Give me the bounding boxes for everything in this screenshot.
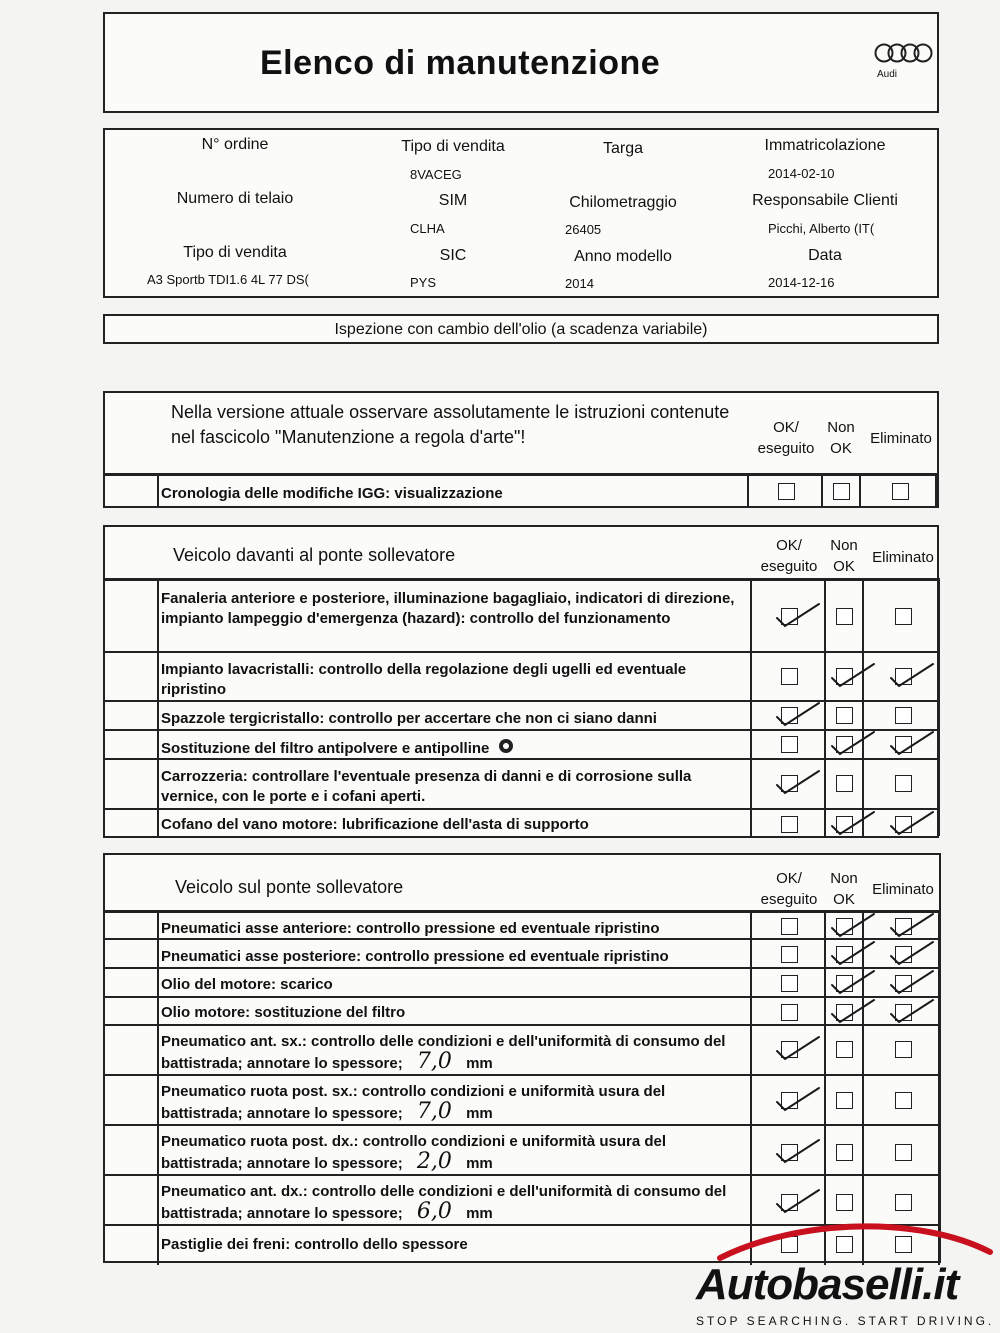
section3-row-2-not-ok-checkbox[interactable] bbox=[836, 946, 853, 963]
section1-row-1-text: Cronologia delle modifiche IGG: visualizzazione bbox=[161, 485, 503, 502]
model-year-label: Anno modello bbox=[574, 248, 672, 265]
section3-row-3-ok-checkbox[interactable] bbox=[781, 975, 798, 992]
section3-row-4-ok-checkbox[interactable] bbox=[781, 1004, 798, 1021]
chassis-number-label: Numero di telaio bbox=[176, 190, 294, 207]
section2-row-2-not-ok-checkbox[interactable] bbox=[836, 668, 853, 685]
tread-depth-unit: mm bbox=[466, 1055, 493, 1072]
section2-row-6-eliminated-checkbox[interactable] bbox=[895, 816, 912, 833]
inspection-type-box bbox=[103, 314, 939, 344]
section2-row-1-eliminated-checkbox[interactable] bbox=[895, 608, 912, 625]
sale-type-2-value: A3 Sportb TDI1.6 4L 77 DS( bbox=[147, 272, 309, 287]
registration-value: 2014-02-10 bbox=[768, 166, 835, 181]
col-ok-header: OK/ eseguito bbox=[760, 870, 818, 908]
section3-row-1-not-ok-checkbox[interactable] bbox=[836, 918, 853, 935]
section3-row-5-text bbox=[161, 1032, 746, 1074]
tread-depth-unit: mm bbox=[466, 1105, 493, 1122]
inspection-type-text: Ispezione con cambio dell'olio (a scadenza variabile) bbox=[334, 321, 708, 338]
col-not-ok-header: Non OK bbox=[830, 870, 858, 908]
page-title: Elenco di manutenzione bbox=[260, 44, 661, 82]
section2-row-2-ok-checkbox[interactable] bbox=[781, 668, 798, 685]
section3-row-7-eliminated-checkbox[interactable] bbox=[895, 1144, 912, 1161]
col-ok-header: OK/ eseguito bbox=[757, 419, 815, 457]
section2-row-5-text: Carrozzeria: controllare l'eventuale presenza di danni e di corrosione sulla vernice, con le porte e i cofani aperti. bbox=[161, 768, 692, 805]
section3-row-5-ok-checkbox[interactable] bbox=[781, 1041, 798, 1058]
section3-row-7-not-ok-checkbox[interactable] bbox=[836, 1144, 853, 1161]
section2-row-4-not-ok-checkbox[interactable] bbox=[836, 736, 853, 753]
plate-label: Targa bbox=[602, 140, 644, 157]
tread-depth-handwritten: 7,0 bbox=[416, 1099, 452, 1124]
section3-row-5-eliminated-checkbox[interactable] bbox=[895, 1041, 912, 1058]
date-value: 2014-12-16 bbox=[768, 275, 835, 290]
watermark-tagline: STOP SEARCHING. START DRIVING. bbox=[696, 1314, 995, 1328]
section1-row-1-not-ok-checkbox[interactable] bbox=[833, 483, 850, 500]
tread-depth-unit: mm bbox=[466, 1205, 493, 1222]
sim-value: CLHA bbox=[410, 221, 445, 236]
section3-row-6-ok-checkbox[interactable] bbox=[781, 1092, 798, 1109]
registration-label: Immatricolazione bbox=[764, 137, 886, 154]
section3-row-3-text: Olio del motore: scarico bbox=[161, 976, 333, 993]
section1-row-1-eliminated-checkbox[interactable] bbox=[892, 483, 909, 500]
section2-row-2-text: Impianto lavacristalli: controllo della regolazione degli ugelli ed eventuale ripristino bbox=[161, 661, 687, 698]
section3-row-8-eliminated-checkbox[interactable] bbox=[895, 1194, 912, 1211]
section2-row-1-text: Fanaleria anteriore e posteriore, illuminazione bagagliaio, indicatori di direzione, impianto lampeggio d'emergenza (hazard): controllo del funzionamento bbox=[161, 590, 735, 627]
tread-depth-unit: mm bbox=[466, 1155, 493, 1172]
section3-row-3-not-ok-checkbox[interactable] bbox=[836, 975, 853, 992]
audi-rings-icon bbox=[873, 42, 935, 64]
section3-row-7-label: Pneumatico ruota post. dx.: controllo condizioni e uniformità usura del battistrada; annotare lo spessore; bbox=[161, 1133, 667, 1172]
customer-manager-value: Picchi, Alberto (IT( bbox=[768, 221, 875, 236]
section3-row-8-label: Pneumatico ant. dx.: controllo delle condizioni e dell'uniformità di consumo del battistrada; annotare lo spessore; bbox=[161, 1183, 727, 1222]
section3-row-6-text bbox=[161, 1082, 746, 1124]
section2-row-5-eliminated-checkbox[interactable] bbox=[895, 775, 912, 792]
section3-row-9-text: Pastiglie dei freni: controllo dello spessore bbox=[161, 1236, 468, 1253]
section3-row-1-ok-checkbox[interactable] bbox=[781, 918, 798, 935]
section2-row-3-eliminated-checkbox[interactable] bbox=[895, 707, 912, 724]
customer-manager-label: Responsabile Clienti bbox=[752, 192, 898, 209]
section3-row-8-ok-checkbox[interactable] bbox=[781, 1194, 798, 1211]
section2-row-3-text: Spazzole tergicristallo: controllo per accertare che non ci siano danni bbox=[161, 710, 657, 727]
swoosh-icon bbox=[690, 1222, 996, 1262]
section3-row-7-text bbox=[161, 1132, 746, 1174]
section3-row-4-not-ok-checkbox[interactable] bbox=[836, 1004, 853, 1021]
tread-depth-handwritten: 6,0 bbox=[416, 1199, 452, 1224]
date-label: Data bbox=[808, 247, 842, 264]
watermark bbox=[690, 1222, 996, 1330]
audi-logo bbox=[873, 42, 935, 82]
audi-brand-text: Audi bbox=[877, 69, 898, 80]
section2-row-1-not-ok-checkbox[interactable] bbox=[836, 608, 853, 625]
section3-row-1-eliminated-checkbox[interactable] bbox=[895, 918, 912, 935]
section2-row-6-not-ok-checkbox[interactable] bbox=[836, 816, 853, 833]
section3-row-1-text: Pneumatici asse anteriore: controllo pressione ed eventuale ripristino bbox=[161, 920, 660, 937]
tread-depth-handwritten: 2,0 bbox=[416, 1149, 452, 1174]
sim-label: SIM bbox=[438, 192, 468, 209]
model-year-value: 2014 bbox=[565, 276, 594, 291]
sic-label: SIC bbox=[439, 247, 467, 264]
col-not-ok-header: Non OK bbox=[830, 537, 858, 575]
section2-row-4-ok-checkbox[interactable] bbox=[781, 736, 798, 753]
section2-row-6-text: Cofano del vano motore: lubrificazione dell'asta di supporto bbox=[161, 816, 589, 833]
section3-heading: Veicolo sul ponte sollevatore bbox=[175, 877, 404, 897]
environment-icon bbox=[498, 738, 514, 754]
col-eliminated-header: Eliminato bbox=[872, 549, 934, 566]
section3-row-8-not-ok-checkbox[interactable] bbox=[836, 1194, 853, 1211]
sale-type-2-label: Tipo di vendita bbox=[183, 244, 287, 261]
col-eliminated-header: Eliminato bbox=[870, 430, 932, 447]
section3-row-2-ok-checkbox[interactable] bbox=[781, 946, 798, 963]
section2-row-4-eliminated-checkbox[interactable] bbox=[895, 736, 912, 753]
col-ok-header: OK/ eseguito bbox=[760, 537, 818, 575]
section2-row-2-eliminated-checkbox[interactable] bbox=[895, 668, 912, 685]
mileage-value: 26405 bbox=[565, 222, 602, 237]
sale-type-value: 8VACEG bbox=[410, 167, 462, 182]
section2-row-4-text bbox=[161, 738, 746, 759]
section-vehicle-in-front-of-lift bbox=[103, 525, 939, 838]
section3-row-4-eliminated-checkbox[interactable] bbox=[895, 1004, 912, 1021]
section3-row-4-text: Olio motore: sostituzione del filtro bbox=[161, 1004, 406, 1021]
vehicle-info-box bbox=[103, 128, 939, 298]
section3-row-8-text bbox=[161, 1182, 746, 1224]
section3-row-5-not-ok-checkbox[interactable] bbox=[836, 1041, 853, 1058]
mileage-label: Chilometraggio bbox=[569, 194, 677, 211]
order-number-label: N° ordine bbox=[201, 136, 269, 153]
section3-row-5-label: Pneumatico ant. sx.: controllo delle condizioni e dell'uniformità di consumo del battistrada; annotare lo spessore; bbox=[161, 1033, 726, 1072]
sale-type-label: Tipo di vendita bbox=[401, 138, 505, 155]
section3-row-2-eliminated-checkbox[interactable] bbox=[895, 946, 912, 963]
section2-row-3-not-ok-checkbox[interactable] bbox=[836, 707, 853, 724]
tread-depth-handwritten: 7,0 bbox=[416, 1049, 452, 1074]
section2-row-5-not-ok-checkbox[interactable] bbox=[836, 775, 853, 792]
section2-row-1-ok-checkbox[interactable] bbox=[781, 608, 798, 625]
section3-row-6-label: Pneumatico ruota post. sx.: controllo condizioni e uniformità usura del battistrada; annotare lo spessore; bbox=[161, 1083, 666, 1122]
section3-row-6-not-ok-checkbox[interactable] bbox=[836, 1092, 853, 1109]
section3-row-3-eliminated-checkbox[interactable] bbox=[895, 975, 912, 992]
watermark-name: Autobaselli.it bbox=[696, 1260, 959, 1309]
section2-row-6-ok-checkbox[interactable] bbox=[781, 816, 798, 833]
col-eliminated-header: Eliminato bbox=[872, 881, 934, 898]
section-vehicle-on-lift bbox=[103, 853, 941, 1263]
section2-row-5-ok-checkbox[interactable] bbox=[781, 775, 798, 792]
section3-row-6-eliminated-checkbox[interactable] bbox=[895, 1092, 912, 1109]
section2-row-4-label: Sostituzione del filtro antipolvere e antipolline bbox=[161, 740, 490, 757]
section1-heading: Nella versione attuale osservare assolutamente le istruzioni contenute nel fascicolo "Manutenzione a regola d'arte"! bbox=[171, 402, 730, 447]
section-general-instructions bbox=[103, 391, 939, 508]
section2-heading: Veicolo davanti al ponte sollevatore bbox=[173, 545, 456, 565]
title-box bbox=[103, 12, 939, 113]
section1-row-1-ok-checkbox[interactable] bbox=[778, 483, 795, 500]
section3-row-7-ok-checkbox[interactable] bbox=[781, 1144, 798, 1161]
col-not-ok-header: Non OK bbox=[827, 419, 855, 457]
sic-value: PYS bbox=[410, 275, 437, 290]
section2-row-3-ok-checkbox[interactable] bbox=[781, 707, 798, 724]
section3-row-2-text: Pneumatici asse posteriore: controllo pressione ed eventuale ripristino bbox=[161, 948, 669, 965]
